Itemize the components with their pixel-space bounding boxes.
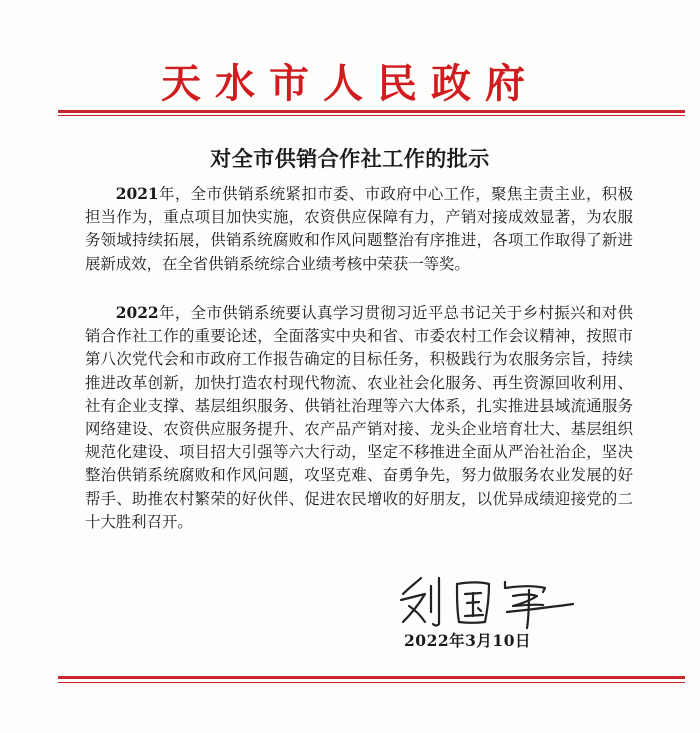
letterhead-title: 天水市人民政府 (161, 60, 539, 107)
paragraph-year: 2022 (115, 304, 159, 322)
paragraph-text: 年，全市供销系统要认真学习贯彻习近平总书记关于乡村振兴和对供销合作社工作的重要论述，全面落实中央和省、市委农村工作会议精神，按照市第八次党代会和市政府工作报告确定的目标任务，积极践行为农服务宗旨，持续推进改革创新，加快打造农村现代物流、农业社会化服务、再生资源回收利用、社有企业支撑、基层组织服务、供销社治理等六大体系，扎实推进县域流通服务网络建设、农资供应服务提升、农产品产销对接、龙头企业培育壮大、基层组织规范化建设、项目招大引强等六大行动，坚定不移推进全面从严治社治企，坚决整治供销系统腐败和作风问题，攻坚克难、奋勇争先，努力做服务农业发展的好帮手、助推农村繁荣的好伙伴、促进农民增收的好朋友，以优异成绩迎接党的二十大胜利召开。 (85, 304, 633, 531)
letterhead-divider-top (58, 110, 685, 113)
paragraph-year: 2021 (115, 185, 159, 203)
paragraph-2022 (85, 302, 633, 534)
document-title: 对全市供销合作社工作的批示 (210, 146, 490, 171)
footer-divider-top (58, 676, 685, 679)
paragraph-2021 (85, 183, 633, 276)
footer-divider-thin (58, 682, 685, 683)
paragraph-text: 年，全市供销系统紧扣市委、市政府中心工作，聚焦主责主业，积极担当作为，重点项目加快实施，农资供应保障有力，产销对接成效显著，为农服务领域持续拓展，供销系统腐败和作风问题整治有序推进，各项工作取得了新进展新成效，在全省供销系统综合业绩考核中荣获一等奖。 (85, 185, 633, 273)
document-date: 2022年3月10日 (404, 631, 531, 650)
handwritten-signature (395, 572, 580, 630)
letterhead-divider-thin (58, 115, 685, 116)
